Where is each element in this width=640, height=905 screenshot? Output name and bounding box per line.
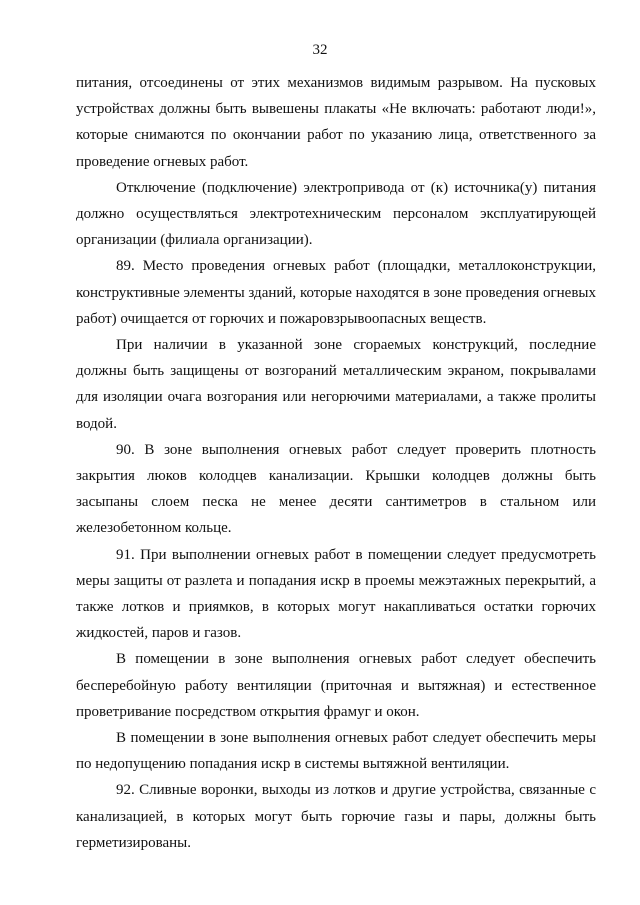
paragraph-continuation: питания, отсоединены от этих механизмов видимым разрывом. На пусковых устройствах должны быть вывешены плакаты «Не включать: работают люди!», которые снимаются по окончании работ по указанию лица, ответственного за проведение огневых работ. xyxy=(76,75,596,170)
paragraph-combustible-structures: При наличии в указанной зоне сгораемых конструкций, последние должны быть защищены от возгораний металлическим экраном, покрывалами для изоляции очага возгорания или негорючими материалами, а также пролиты водой. xyxy=(76,337,596,432)
paragraph-disconnection: Отключение (подключение) электропривода от (к) источника(у) питания должно осуществляться электротехническим персоналом эксплуатирующей организации (филиала организации). xyxy=(76,179,596,249)
paragraph-ventilation: В помещении в зоне выполнения огневых работ следует обеспечить бесперебойную работу вентиляции (приточная и вытяжная) и естественное проветривание посредством открытия фрамуг и окон. xyxy=(76,651,596,720)
paragraph-spark-prevention: В помещении в зоне выполнения огневых работ следует обеспечить меры по недопущению попадания искр в системы вытяжной вентиляции. xyxy=(76,730,596,773)
document-body xyxy=(76,70,596,856)
paragraph-90: 90. В зоне выполнения огневых работ следует проверить плотность закрытия люков колодцев канализации. Крышки колодцев должны быть засыпаны слоем песка не менее десяти сантиметров в стальном или железобетонном кольце. xyxy=(76,441,596,537)
paragraph-92: 92. Сливные воронки, выходы из лотков и другие устройства, связанные с канализацией, в которых могут быть горючие газы и пары, должны быть герметизированы. xyxy=(76,782,596,851)
page-number: 32 xyxy=(312,42,328,58)
paragraph-89: 89. Место проведения огневых работ (площадки, металлоконструкции, конструктивные элементы зданий, которые находятся в зоне проведения огневых работ) очищается от горючих и пожаровзрывоопасных веществ. xyxy=(76,258,596,327)
paragraph-91: 91. При выполнении огневых работ в помещении следует предусмотреть меры защиты от разлета и попадания искр в проемы межэтажных перекрытий, а также лотков и приямков, в которых могут накапливаться остатки горючих жидкостей, паров и газов. xyxy=(76,546,596,642)
